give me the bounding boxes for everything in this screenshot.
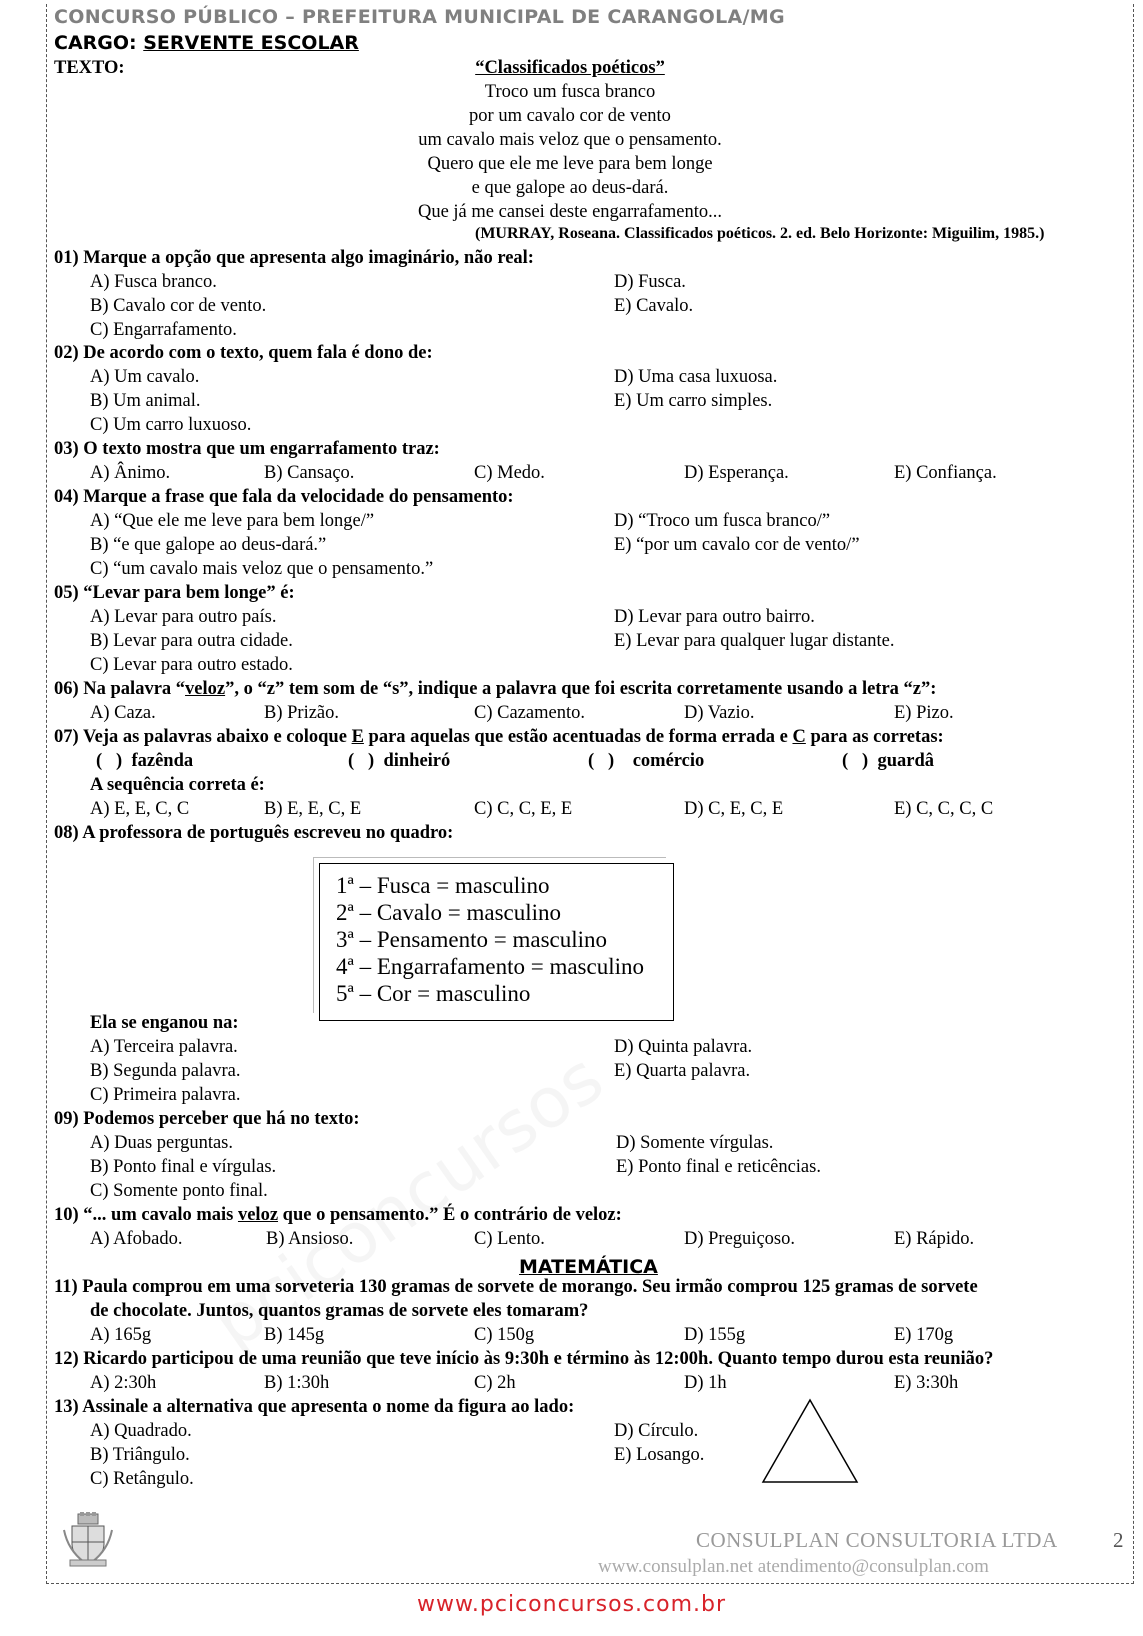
board-line: 4ª – Engarrafamento = masculino bbox=[336, 954, 644, 979]
option-b[interactable]: B) “e que galope ao deus-dará.” bbox=[90, 535, 327, 555]
option-e[interactable]: E) Ponto final e reticências. bbox=[616, 1157, 821, 1177]
option-d[interactable]: D) 155g bbox=[684, 1325, 746, 1345]
option-b[interactable]: B) Cavalo cor de vento. bbox=[90, 296, 267, 316]
option-c[interactable]: C) Cazamento. bbox=[474, 703, 585, 723]
site-url[interactable]: www.pciconcursos.com.br bbox=[416, 1592, 727, 1617]
option-d[interactable]: D) Levar para outro bairro. bbox=[614, 607, 815, 627]
option-c[interactable]: C) Somente ponto final. bbox=[90, 1181, 268, 1201]
question-stem-cont: de chocolate. Juntos, quantos gramas de sorvete eles tomaram? bbox=[90, 1301, 589, 1321]
question-stem: 03) O texto mostra que um engarrafamento traz: bbox=[54, 439, 440, 459]
texto-label: TEXTO: bbox=[54, 58, 125, 78]
option-e[interactable]: E) Quarta palavra. bbox=[614, 1061, 751, 1081]
question-stem: 08) A professora de português escreveu no quadro: bbox=[54, 823, 454, 843]
option-d[interactable]: D) Somente vírgulas. bbox=[616, 1133, 774, 1153]
option-a[interactable]: A) Caza. bbox=[90, 703, 156, 723]
poem-citation: (MURRAY, Roseana. Classificados poéticos. 2. ed. Belo Horizonte: Miguilim, 1985.) bbox=[475, 225, 1045, 242]
option-b[interactable]: B) Cansaço. bbox=[264, 463, 355, 483]
question-stem: 10) “... um cavalo mais veloz que o pensamento.” É o contrário de veloz: bbox=[54, 1205, 622, 1225]
option-e[interactable]: E) Losango. bbox=[614, 1445, 705, 1465]
option-c[interactable]: C) Levar para outro estado. bbox=[90, 655, 293, 675]
option-b[interactable]: B) Um animal. bbox=[90, 391, 201, 411]
option-d[interactable]: D) Quinta palavra. bbox=[614, 1037, 753, 1057]
option-c[interactable]: C) “um cavalo mais veloz que o pensamento.” bbox=[90, 559, 434, 579]
exam-title: CONCURSO PÚBLICO – PREFEITURA MUNICIPAL DE CARANGOLA/MG bbox=[54, 6, 785, 28]
option-d[interactable]: D) Vazio. bbox=[684, 703, 755, 723]
word-item[interactable]: ( ) fazênda bbox=[96, 751, 194, 771]
option-c[interactable]: C) Lento. bbox=[474, 1229, 545, 1249]
poem-line: por um cavalo cor de vento bbox=[469, 106, 671, 126]
option-b[interactable]: B) 145g bbox=[264, 1325, 325, 1345]
question-stem: 09) Podemos perceber que há no texto: bbox=[54, 1109, 360, 1129]
option-e[interactable]: E) Levar para qualquer lugar distante. bbox=[614, 631, 895, 651]
option-a[interactable]: A) Um cavalo. bbox=[90, 367, 200, 387]
poem-line: Quero que ele me leve para bem longe bbox=[427, 154, 713, 174]
option-c[interactable]: C) C, C, E, E bbox=[474, 799, 573, 819]
poem-line: Troco um fusca branco bbox=[484, 82, 656, 102]
board-line: 3ª – Pensamento = masculino bbox=[336, 927, 608, 952]
option-a[interactable]: A) “Que ele me leve para bem longe/” bbox=[90, 511, 375, 531]
option-c[interactable]: C) Medo. bbox=[474, 463, 545, 483]
option-d[interactable]: D) 1h bbox=[684, 1373, 727, 1393]
board-line: 5ª – Cor = masculino bbox=[336, 981, 531, 1006]
option-b[interactable]: B) Ponto final e vírgulas. bbox=[90, 1157, 277, 1177]
option-c[interactable]: C) Engarrafamento. bbox=[90, 320, 237, 340]
option-e[interactable]: E) 3:30h bbox=[894, 1373, 959, 1393]
question-ask: Ela se enganou na: bbox=[90, 1013, 239, 1033]
option-b[interactable]: B) E, E, C, E bbox=[264, 799, 362, 819]
option-b[interactable]: B) 1:30h bbox=[264, 1373, 330, 1393]
option-d[interactable]: D) Círculo. bbox=[614, 1421, 699, 1441]
question-stem: 12) Ricardo participou de uma reunião que teve início às 9:30h e término às 12:00h. Quanto tempo durou esta reunião? bbox=[54, 1349, 994, 1369]
option-a[interactable]: A) Levar para outro país. bbox=[90, 607, 277, 627]
option-b[interactable]: B) Triângulo. bbox=[90, 1445, 190, 1465]
question-stem: 01) Marque a opção que apresenta algo imaginário, não real: bbox=[54, 248, 534, 268]
option-b[interactable]: B) Ansioso. bbox=[266, 1229, 354, 1249]
question-stem: 13) Assinale a alternativa que apresenta o nome da figura ao lado: bbox=[54, 1397, 575, 1417]
option-a[interactable]: A) Ânimo. bbox=[90, 463, 171, 483]
option-d[interactable]: D) “Troco um fusca branco/” bbox=[614, 511, 831, 531]
blackboard-box bbox=[319, 863, 674, 1021]
word-item[interactable]: ( ) dinheiró bbox=[348, 751, 451, 771]
poem-line: um cavalo mais veloz que o pensamento. bbox=[418, 130, 722, 150]
option-d[interactable]: D) Preguiçoso. bbox=[684, 1229, 795, 1249]
option-c[interactable]: C) Primeira palavra. bbox=[90, 1085, 241, 1105]
question-stem: 06) Na palavra “veloz”, o “z” tem som de “s”, indique a palavra que foi escrita corretamente usando a letra “z”: bbox=[54, 679, 937, 699]
footer-company: CONSULPLAN CONSULTORIA LTDA bbox=[696, 1528, 1058, 1552]
option-a[interactable]: A) E, E, C, C bbox=[90, 799, 190, 819]
option-a[interactable]: A) Afobado. bbox=[90, 1229, 183, 1249]
word-item[interactable]: ( ) guardâ bbox=[842, 751, 934, 771]
option-d[interactable]: D) Fusca. bbox=[614, 272, 686, 292]
option-a[interactable]: A) Terceira palavra. bbox=[90, 1037, 238, 1057]
option-e[interactable]: E) Pizo. bbox=[894, 703, 954, 723]
option-e[interactable]: E) “por um cavalo cor de vento/” bbox=[614, 535, 860, 555]
option-d[interactable]: D) C, E, C, E bbox=[684, 799, 784, 819]
option-b[interactable]: B) Prizão. bbox=[264, 703, 340, 723]
option-e[interactable]: E) 170g bbox=[894, 1325, 954, 1345]
board-line: 1ª – Fusca = masculino bbox=[336, 873, 550, 898]
option-d[interactable]: D) Uma casa luxuosa. bbox=[614, 367, 778, 387]
option-c[interactable]: C) Retângulo. bbox=[90, 1469, 194, 1489]
question-stem: 07) Veja as palavras abaixo e coloque E para aquelas que estão acentuadas de forma errada e C para as corretas: bbox=[54, 727, 944, 747]
section-heading: MATEMÁTICA bbox=[519, 1256, 658, 1278]
option-a[interactable]: A) Quadrado. bbox=[90, 1421, 192, 1441]
page-number: 2 bbox=[1113, 1528, 1124, 1552]
option-a[interactable]: A) Duas perguntas. bbox=[90, 1133, 234, 1153]
option-c[interactable]: C) 2h bbox=[474, 1373, 516, 1393]
footer-contact[interactable]: www.consulplan.net atendimento@consulplan.com bbox=[598, 1556, 989, 1577]
option-a[interactable]: A) Fusca branco. bbox=[90, 272, 217, 292]
question-stem: 05) “Levar para bem longe” é: bbox=[54, 583, 295, 603]
poem-line: Que já me cansei deste engarrafamento... bbox=[417, 202, 723, 222]
option-e[interactable]: E) C, C, C, C bbox=[894, 799, 994, 819]
option-e[interactable]: E) Confiança. bbox=[894, 463, 997, 483]
question-stem: 02) De acordo com o texto, quem fala é dono de: bbox=[54, 343, 433, 363]
option-e[interactable]: E) Rápido. bbox=[894, 1229, 975, 1249]
option-a[interactable]: A) 165g bbox=[90, 1325, 152, 1345]
question-stem: 04) Marque a frase que fala da velocidade do pensamento: bbox=[54, 487, 514, 507]
option-e[interactable]: E) Cavalo. bbox=[614, 296, 694, 316]
poem-title: “Classificados poéticos” bbox=[475, 58, 665, 78]
option-b[interactable]: B) Levar para outra cidade. bbox=[90, 631, 293, 651]
word-item[interactable]: ( ) comércio bbox=[588, 751, 705, 771]
option-c[interactable]: C) Um carro luxuoso. bbox=[90, 415, 252, 435]
sequence-label: A sequência correta é: bbox=[90, 775, 265, 795]
option-b[interactable]: B) Segunda palavra. bbox=[90, 1061, 241, 1081]
question-stem: 11) Paula comprou em uma sorveteria 130 gramas de sorvete de morango. Seu irmão comprou 125 gramas de sorvete bbox=[54, 1277, 978, 1297]
coat-of-arms-icon bbox=[62, 1512, 114, 1568]
option-a[interactable]: A) 2:30h bbox=[90, 1373, 157, 1393]
triangle-figure bbox=[760, 1398, 860, 1486]
poem-line: e que galope ao deus-dará. bbox=[471, 178, 669, 198]
option-d[interactable]: D) Esperança. bbox=[684, 463, 789, 483]
board-line: 2ª – Cavalo = masculino bbox=[336, 900, 562, 925]
option-c[interactable]: C) 150g bbox=[474, 1325, 535, 1345]
cargo-line: CARGO: SERVENTE ESCOLAR bbox=[54, 32, 359, 54]
option-e[interactable]: E) Um carro simples. bbox=[614, 391, 773, 411]
